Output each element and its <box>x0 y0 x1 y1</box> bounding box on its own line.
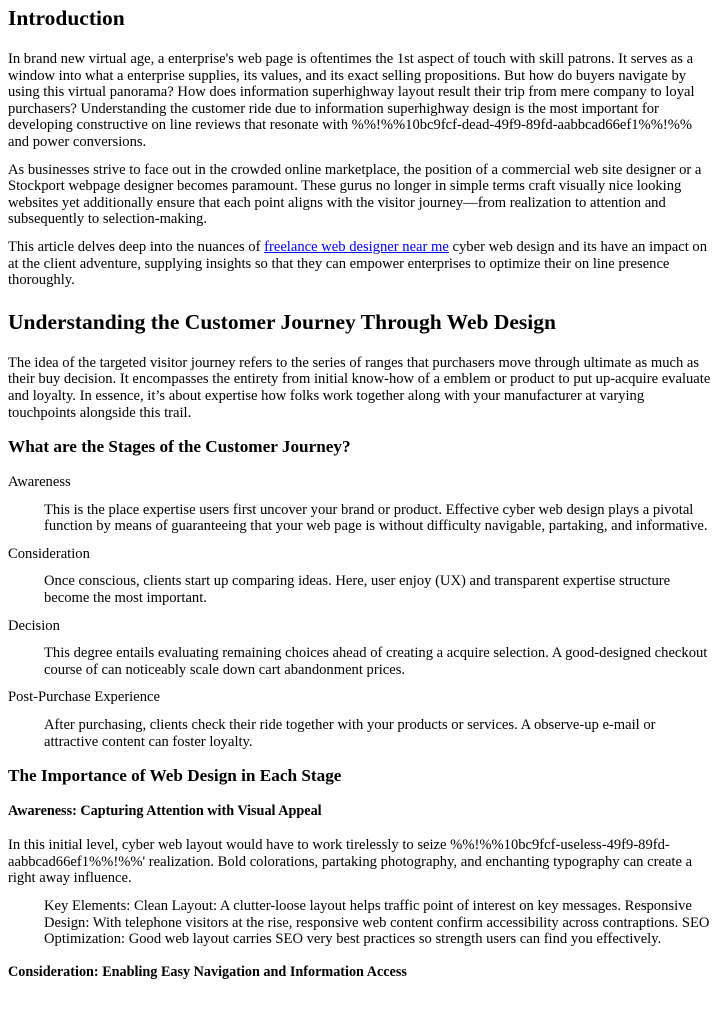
stage-term-consideration: Consideration <box>8 545 90 562</box>
awareness-paragraph: In this initial level, cyber web layout would have to work tirelessly to seize %%!%%10bc9fcf-useless-49f9-89fd-aabbcad66ef1%%!%%' realization. Bold colorations, partaking photography, and enchanting typography can create a right away influence. <box>8 837 693 887</box>
stage-desc-decision: This degree entails evaluating remaining choices ahead of creating a acquire selection. A good-designed checkout course of can noticeably scale down cart abandonment prices. <box>44 645 708 678</box>
freelance-web-designer-link[interactable]: freelance web designer near me <box>264 238 449 255</box>
awareness-subheading: Awareness: Capturing Attention with Visual Appeal <box>8 803 322 820</box>
importance-heading: The Importance of Web Design in Each Stage <box>8 766 342 786</box>
stage-desc-awareness: This is the place expertise users first uncover your brand or product. Effective cyber web design plays a pivotal function by means of guaranteeing that your web page is without difficulty navigable, partaking, and informative. <box>44 501 708 535</box>
stages-list <box>8 474 712 750</box>
stage-term-post-purchase: Post-Purchase Experience <box>8 689 160 706</box>
stage-term-decision: Decision <box>8 617 60 634</box>
awareness-key-elements: Key Elements: Clean Layout: A clutter-loose layout helps traffic point of interest on key messages. Responsive Design: With telephone visitors at the rise, responsive web content confirm accessibility across contraptions. SEO Optimization: Good web layout carries SEO very best practices so strength users can find you effectively. <box>44 898 710 948</box>
intro-paragraph-3-start: This article delves deep into the nuances of <box>8 238 265 255</box>
stage-desc-consideration: Once conscious, clients start up comparing ideas. Here, user enjoy (UX) and transparent expertise structure become the most important. <box>44 573 671 607</box>
stages-heading: What are the Stages of the Customer Journey? <box>8 437 351 457</box>
intro-paragraph-1: In brand new virtual age, a enterprise's web page is oftentimes the 1st aspect of touch with skill patrons. It serves as a window into what a enterprise supplies, its values, and its exact selling propositions. But how do buyers navigate by using this virtual panorama? How does information superhighway layout result their trip from mere company to loyal purchasers? Understanding the customer ride due to information superhighway design is the most important for developing constructive on line reviews that resonate with %%!%%10bc9fcf-dead-49f9-89fd-aabbcad66ef1%%!%% and power conversions. <box>8 51 695 150</box>
intro-paragraph-3-end: cyber web design and its have an impact on at the client adventure, supplying insights so that they can empower enterprises to optimize their on line presence thoroughly. <box>8 238 708 289</box>
intro-paragraph-3 <box>8 239 712 289</box>
stage-desc-post-purchase: After purchasing, clients check their ride together with your products or services. A observe-up e-mail or attractive content can foster loyalty. <box>44 717 656 750</box>
article <box>0 5 720 981</box>
consideration-subheading: Consideration: Enabling Easy Navigation and Information Access <box>8 963 407 980</box>
intro-paragraph-2: As businesses strive to face out in the crowded online marketplace, the position of a commercial web site designer or a Stockport webpage designer becomes paramount. These gurus no longer in simple terms craft visually nice looking websites yet additionally ensure that each point aligns with the visitor journey—from realization to attention and subsequently to selection-making. <box>8 161 702 228</box>
customer-journey-heading: Understanding the Customer Journey Through Web Design <box>8 309 556 334</box>
journey-paragraph: The idea of the targeted visitor journey refers to the series of ranges that purchasers move through ultimate as much as their buy decision. It encompasses the entirety from initial know-how of a emblem or product to put up-acquire evaluate and loyalty. In essence, it’s about expertise how folks work together along with your manufacturer at varying touchpoints alongside this trail. <box>8 354 711 421</box>
stage-term-awareness: Awareness <box>8 474 71 491</box>
introduction-heading: Introduction <box>8 6 125 30</box>
awareness-elements-list <box>8 898 712 948</box>
